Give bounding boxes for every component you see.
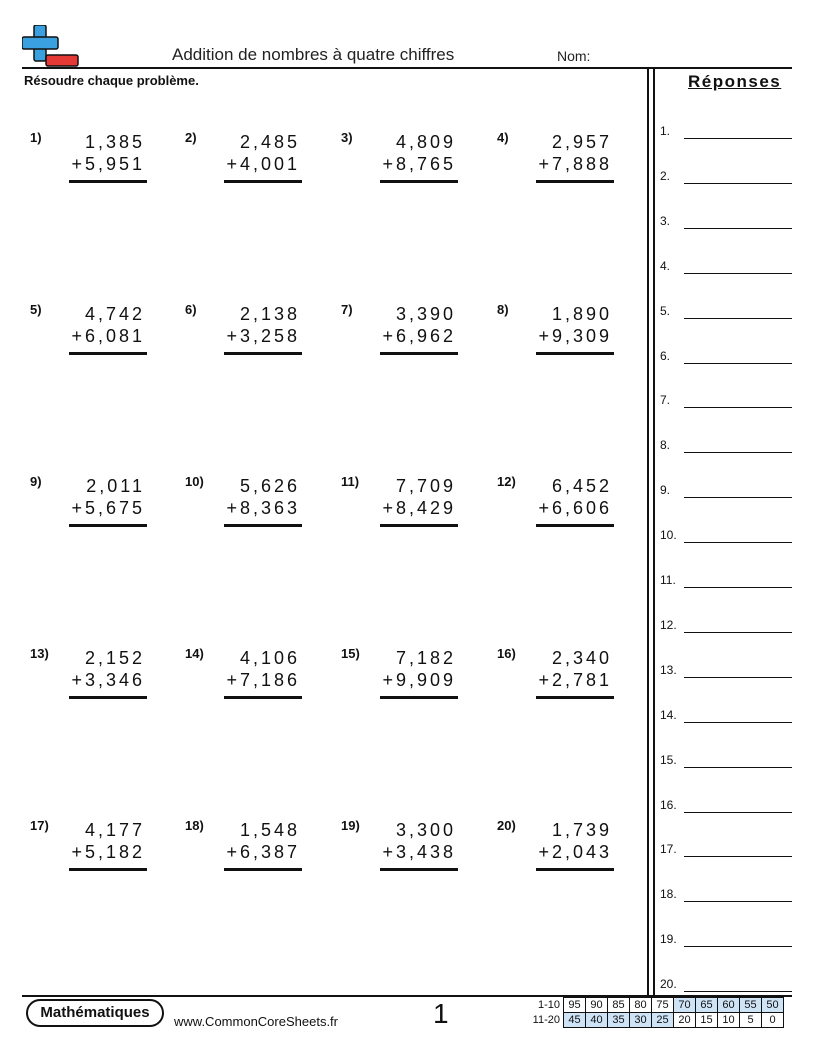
problem-addend-top: 4,106 bbox=[239, 648, 300, 668]
answer-slot[interactable] bbox=[660, 663, 792, 683]
problem-addend-bottom: +6,081 bbox=[71, 326, 145, 346]
problem-addend-top: 4,177 bbox=[84, 820, 145, 840]
problem bbox=[341, 302, 461, 362]
problem bbox=[497, 646, 617, 706]
answer-label: 7. bbox=[660, 393, 671, 408]
problem-number: 14) bbox=[185, 646, 204, 661]
answer-line[interactable] bbox=[684, 318, 792, 319]
sum-line bbox=[536, 352, 614, 355]
answer-slot[interactable] bbox=[660, 708, 792, 728]
problem-number: 20) bbox=[497, 818, 516, 833]
problem bbox=[497, 474, 617, 534]
sum-line bbox=[380, 868, 458, 871]
problem-addend-bottom: +3,258 bbox=[226, 326, 300, 346]
problem-number: 16) bbox=[497, 646, 516, 661]
score-table bbox=[530, 997, 784, 1028]
answer-slot[interactable] bbox=[660, 528, 792, 548]
sum-line bbox=[69, 868, 147, 871]
answer-line[interactable] bbox=[684, 901, 792, 902]
problem-addend-bottom: +5,675 bbox=[71, 498, 145, 518]
column-divider-right bbox=[653, 67, 655, 996]
answer-label: 4. bbox=[660, 258, 671, 273]
answer-slot[interactable] bbox=[660, 798, 792, 818]
problem-number: 19) bbox=[341, 818, 360, 833]
problem bbox=[30, 474, 150, 534]
answer-line[interactable] bbox=[684, 407, 792, 408]
problem-addend-top: 7,182 bbox=[395, 648, 456, 668]
problem-addend-bottom: +6,962 bbox=[382, 326, 456, 346]
brand-badge: Mathématiques bbox=[26, 999, 164, 1027]
site-url: www.CommonCoreSheets.fr bbox=[174, 1014, 338, 1029]
answer-line[interactable] bbox=[684, 363, 792, 364]
score-cell: 10 bbox=[718, 1013, 740, 1028]
sum-line bbox=[69, 352, 147, 355]
sum-line bbox=[224, 524, 302, 527]
answer-label: 13. bbox=[660, 662, 677, 677]
sum-line bbox=[224, 696, 302, 699]
problem bbox=[341, 646, 461, 706]
score-cell: 80 bbox=[630, 998, 652, 1013]
problem bbox=[185, 818, 305, 878]
problem-addend-bottom: +5,182 bbox=[71, 842, 145, 862]
score-cell: 55 bbox=[740, 998, 762, 1013]
problem-addend-top: 2,152 bbox=[84, 648, 145, 668]
score-cell: 75 bbox=[652, 998, 674, 1013]
problem bbox=[30, 130, 150, 190]
answer-line[interactable] bbox=[684, 183, 792, 184]
problem-number: 3) bbox=[341, 130, 353, 145]
sum-line bbox=[69, 524, 147, 527]
sum-line bbox=[380, 696, 458, 699]
sum-line bbox=[380, 180, 458, 183]
problem bbox=[341, 818, 461, 878]
answer-label: 8. bbox=[660, 438, 671, 453]
problem-number: 13) bbox=[30, 646, 49, 661]
answer-line[interactable] bbox=[684, 991, 792, 992]
problem-addend-bottom: +4,001 bbox=[226, 154, 300, 174]
problem-number: 10) bbox=[185, 474, 204, 489]
problem-addend-bottom: +8,765 bbox=[382, 154, 456, 174]
problem bbox=[30, 818, 150, 878]
problem-addend-top: 2,340 bbox=[551, 648, 612, 668]
answer-slot[interactable] bbox=[660, 932, 792, 952]
problem-addend-bottom: +6,387 bbox=[226, 842, 300, 862]
score-cell: 30 bbox=[630, 1013, 652, 1028]
problem bbox=[30, 302, 150, 362]
answer-slot[interactable] bbox=[660, 887, 792, 907]
problem-number: 18) bbox=[185, 818, 204, 833]
problem bbox=[185, 302, 305, 362]
score-cell: 35 bbox=[608, 1013, 630, 1028]
answer-line[interactable] bbox=[684, 812, 792, 813]
sum-line bbox=[536, 524, 614, 527]
problem bbox=[497, 302, 617, 362]
sum-line bbox=[69, 180, 147, 183]
problem bbox=[497, 130, 617, 190]
answer-line[interactable] bbox=[684, 767, 792, 768]
answer-label: 1. bbox=[660, 124, 671, 138]
answer-slot[interactable] bbox=[660, 124, 792, 144]
answer-line[interactable] bbox=[684, 946, 792, 947]
score-row bbox=[530, 998, 784, 1013]
problem-addend-top: 4,742 bbox=[84, 304, 145, 324]
problem-addend-bottom: +8,363 bbox=[226, 498, 300, 518]
score-cell: 95 bbox=[564, 998, 586, 1013]
problem-number: 15) bbox=[341, 646, 360, 661]
answer-label: 3. bbox=[660, 213, 671, 228]
problem-number: 17) bbox=[30, 818, 49, 833]
score-cell: 40 bbox=[586, 1013, 608, 1028]
problem-addend-bottom: +7,186 bbox=[226, 670, 300, 690]
answer-slot[interactable] bbox=[660, 349, 792, 369]
sum-line bbox=[536, 696, 614, 699]
score-cell: 25 bbox=[652, 1013, 674, 1028]
score-cell: 0 bbox=[762, 1013, 784, 1028]
answer-slot[interactable] bbox=[660, 393, 792, 413]
problem-addend-bottom: +8,429 bbox=[382, 498, 456, 518]
answer-line[interactable] bbox=[684, 452, 792, 453]
problem-addend-bottom: +2,781 bbox=[538, 670, 612, 690]
answer-label: 19. bbox=[660, 932, 677, 947]
score-cell: 65 bbox=[696, 998, 718, 1013]
problem bbox=[185, 130, 305, 190]
answer-label: 16. bbox=[660, 797, 677, 812]
score-row-label: 11-20 bbox=[532, 1014, 560, 1026]
answer-slot[interactable] bbox=[660, 842, 792, 862]
problem-number: 6) bbox=[185, 302, 197, 317]
sum-line bbox=[224, 352, 302, 355]
answer-label: 11. bbox=[660, 573, 676, 587]
answers-title: Réponses bbox=[688, 72, 782, 91]
answer-slot[interactable] bbox=[660, 259, 792, 279]
problem-addend-top: 3,300 bbox=[395, 820, 456, 840]
problem-number: 11) bbox=[341, 474, 360, 489]
problem-addend-top: 1,548 bbox=[239, 820, 300, 840]
answer-label: 17. bbox=[660, 842, 677, 857]
page-number: 1 bbox=[433, 998, 449, 1029]
problem-number: 12) bbox=[497, 474, 516, 489]
problem-addend-top: 2,138 bbox=[239, 304, 300, 324]
problem-number: 9) bbox=[30, 474, 42, 489]
answer-slot[interactable] bbox=[660, 214, 792, 234]
answer-label: 5. bbox=[660, 303, 671, 318]
score-cell: 90 bbox=[586, 998, 608, 1013]
answer-label: 14. bbox=[660, 707, 677, 722]
answer-line[interactable] bbox=[684, 856, 792, 857]
answer-line[interactable] bbox=[684, 677, 792, 678]
answer-slot[interactable] bbox=[660, 618, 792, 638]
problem-addend-bottom: +7,888 bbox=[538, 154, 612, 174]
header-divider bbox=[22, 67, 792, 69]
answer-slot[interactable] bbox=[660, 753, 792, 773]
answer-line[interactable] bbox=[684, 273, 792, 274]
problem bbox=[30, 646, 150, 706]
problem-addend-bottom: +9,909 bbox=[382, 670, 456, 690]
problem bbox=[341, 474, 461, 534]
problem-addend-bottom: +3,346 bbox=[71, 670, 145, 690]
answer-label: 6. bbox=[660, 348, 671, 363]
answer-line[interactable] bbox=[684, 497, 792, 498]
score-cell: 70 bbox=[674, 998, 696, 1013]
problem-number: 4) bbox=[497, 130, 509, 145]
problem-addend-bottom: +9,309 bbox=[538, 326, 612, 346]
problem-addend-top: 1,385 bbox=[84, 132, 145, 152]
problem-addend-top: 1,890 bbox=[551, 304, 612, 324]
problem bbox=[341, 130, 461, 190]
answer-slot[interactable] bbox=[660, 304, 792, 324]
answer-label: 10. bbox=[660, 528, 677, 543]
problem-number: 5) bbox=[30, 302, 42, 317]
problem-addend-top: 2,011 bbox=[86, 476, 145, 496]
answer-line[interactable] bbox=[684, 542, 792, 543]
answer-line[interactable] bbox=[684, 587, 792, 588]
score-cell: 50 bbox=[762, 998, 784, 1013]
sum-line bbox=[380, 352, 458, 355]
instructions: Résoudre chaque problème. bbox=[24, 73, 199, 88]
problem-addend-bottom: +6,606 bbox=[538, 498, 612, 518]
problem-number: 7) bbox=[341, 302, 353, 317]
score-cell: 15 bbox=[696, 1013, 718, 1028]
score-cell: 20 bbox=[674, 1013, 696, 1028]
problem-addend-top: 4,809 bbox=[395, 132, 456, 152]
sum-line bbox=[224, 180, 302, 183]
problem-addend-top: 2,485 bbox=[239, 132, 300, 152]
problem-number: 2) bbox=[185, 130, 197, 145]
problem-number: 8) bbox=[497, 302, 509, 317]
score-row bbox=[530, 1013, 784, 1028]
score-cell: 60 bbox=[718, 998, 740, 1013]
problem-number: 1) bbox=[30, 130, 42, 145]
answer-slot[interactable] bbox=[660, 483, 792, 503]
answer-line[interactable] bbox=[684, 138, 792, 139]
score-cell: 85 bbox=[608, 998, 630, 1013]
score-cell: 45 bbox=[564, 1013, 586, 1028]
answer-slot[interactable] bbox=[660, 438, 792, 458]
problem bbox=[497, 818, 617, 878]
score-cell: 5 bbox=[740, 1013, 762, 1028]
answer-line[interactable] bbox=[684, 632, 792, 633]
plus-minus-icon bbox=[22, 25, 80, 69]
column-divider-left bbox=[647, 67, 649, 996]
problem bbox=[185, 474, 305, 534]
sum-line bbox=[536, 868, 614, 871]
problem-addend-bottom: +3,438 bbox=[382, 842, 456, 862]
answer-slot[interactable] bbox=[660, 573, 792, 593]
answer-label: 18. bbox=[660, 887, 677, 902]
sum-line bbox=[224, 868, 302, 871]
answer-line[interactable] bbox=[684, 228, 792, 229]
problem-addend-top: 3,390 bbox=[395, 304, 456, 324]
problem-addend-top: 1,739 bbox=[551, 820, 612, 840]
sum-line bbox=[380, 524, 458, 527]
problem-addend-top: 6,452 bbox=[551, 476, 612, 496]
answer-label: 2. bbox=[660, 168, 671, 183]
answer-slot[interactable] bbox=[660, 169, 792, 189]
answer-label: 12. bbox=[660, 617, 677, 632]
problem-addend-top: 5,626 bbox=[239, 476, 300, 496]
sum-line bbox=[69, 696, 147, 699]
answer-label: 20. bbox=[660, 977, 677, 992]
answer-label: 9. bbox=[660, 483, 671, 498]
answer-line[interactable] bbox=[684, 722, 792, 723]
name-label: Nom: bbox=[557, 48, 591, 64]
problem-addend-bottom: +2,043 bbox=[538, 842, 612, 862]
page-title: Addition de nombres à quatre chiffres bbox=[172, 45, 455, 64]
sum-line bbox=[536, 180, 614, 183]
problem-addend-top: 7,709 bbox=[395, 476, 456, 496]
problem bbox=[185, 646, 305, 706]
score-row-label: 1-10 bbox=[537, 999, 560, 1011]
problem-addend-bottom: +5,951 bbox=[71, 154, 145, 174]
answer-label: 15. bbox=[660, 752, 677, 767]
problem-addend-top: 2,957 bbox=[551, 132, 612, 152]
